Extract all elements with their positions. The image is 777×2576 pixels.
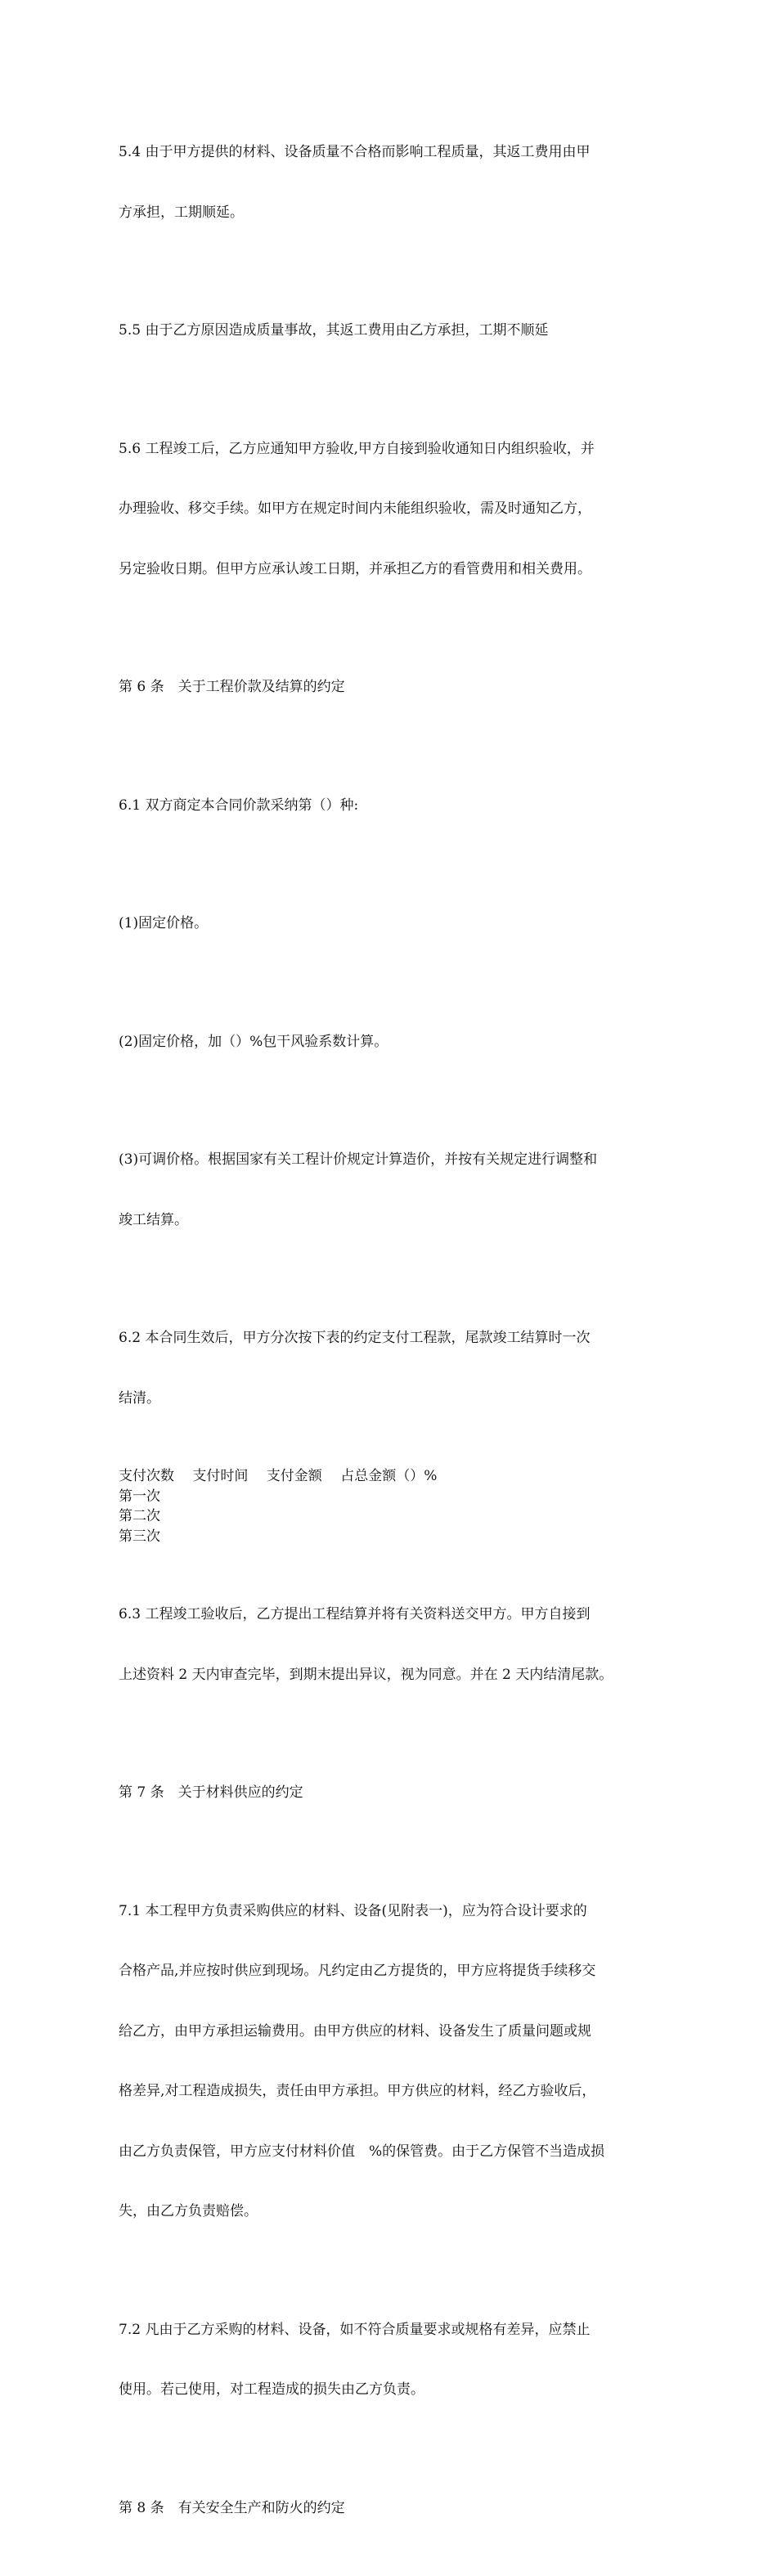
option-2: [119, 992, 662, 1093]
text-line: (3)可调价格。根据国家有关工程计价规定计算造价，并按有关规定进行调整和: [119, 1151, 598, 1168]
text-line: 由乙方负责保管，甲方应支付材料价值 %的保管费。由于乙方保管不当造成损: [119, 2143, 605, 2160]
text-line: 6.3 工程竣工验收后，乙方提出工程结算并将有关资料送交甲方。甲方自接到: [119, 1606, 591, 1622]
text-line: 给乙方，由甲方承担运输费用。由甲方供应的材料、设备发生了质量问题或规: [119, 2022, 591, 2040]
text-line: 办理验收、移交手续。如甲方在规定时间内未能组织验收，需及时通知乙方，: [119, 500, 591, 517]
text-line: 5.4 由于甲方提供的材料、设备质量不合格而影响工程质量，其返工费用由甲: [119, 144, 591, 160]
clause-6-2: [119, 1288, 662, 1448]
table-header: 支付次数 支付时间 支付金额 占总金额（）%: [119, 1468, 438, 1484]
table-row: 第一次: [119, 1488, 160, 1505]
text-line: 第 8 条 有关安全生产和防火的约定: [119, 2499, 345, 2516]
text-line: 第 7 条 关于材料供应的约定: [119, 1784, 303, 1801]
text-line: 结清。: [119, 1389, 160, 1407]
clause-5-5: [119, 280, 662, 381]
clause-7-2: [119, 2280, 662, 2440]
option-1: [119, 873, 662, 974]
text-line: 6.1 双方商定本合同价款采纳第（）种:: [119, 797, 359, 814]
article-6-heading: [119, 637, 662, 738]
clause-6-3: [119, 1564, 662, 1725]
table-row: 第三次: [119, 1528, 160, 1545]
option-3: [119, 1110, 662, 1270]
text-line: (1)固定价格。: [119, 915, 209, 931]
text-line: 格差异,对工程造成损失，责任由甲方承担。甲方供应的材料，经乙方验收后，: [119, 2083, 596, 2099]
text-line: 7.2 凡由于乙方采购的材料、设备，如不符合质量要求或规格有差异，应禁止: [119, 2321, 591, 2338]
text-line: 方承担，工期顺延。: [119, 204, 244, 221]
table-row: 第二次: [119, 1508, 160, 1524]
article-8-heading: [119, 2458, 662, 2559]
text-line: 使用。若己使用，对工程造成的损失由乙方负责。: [119, 2381, 424, 2398]
text-line: 5.6 工程竣工后，乙方应通知甲方验收,甲方自接到验收通知日内组织验收，并: [119, 440, 595, 457]
document-page: [119, 102, 662, 2576]
text-line: 7.1 本工程甲方负责采购供应的材料、设备(见附表一)，应为符合设计要求的: [119, 1902, 587, 1919]
clause-7-1: [119, 1861, 662, 2262]
text-line: 失，由乙方负责赔偿。: [119, 2203, 258, 2219]
text-line: 上述资料 2 天内审查完毕，到期末提出异议，视为同意。并在 2 天内结清尾款。: [119, 1666, 613, 1683]
text-line: 合格产品,并应按时供应到现场。凡约定由乙方提货的，甲方应将提货手续移交: [119, 1963, 596, 1979]
clause-6-1: [119, 756, 662, 856]
text-line: 另定验收日期。但甲方应承认竣工日期，并承担乙方的看管费用和相关费用。: [119, 560, 591, 577]
text-line: 第 6 条 关于工程价款及结算的约定: [119, 679, 345, 695]
clause-5-4: [119, 102, 662, 263]
text-line: 5.5 由于乙方原因造成质量事故，其返工费用由乙方承担，工期不顺延: [119, 322, 549, 339]
text-line: (2)固定价格，加（）%包干风验系数计算。: [119, 1033, 388, 1050]
text-line: 6.2 本合同生效后，甲方分次按下表的约定支付工程款，尾款竣工结算时一次: [119, 1330, 591, 1346]
text-line: 竣工结算。: [119, 1211, 188, 1228]
article-7-heading: [119, 1743, 662, 1843]
payment-schedule-table: [119, 1466, 662, 1546]
clause-5-6: [119, 399, 662, 620]
